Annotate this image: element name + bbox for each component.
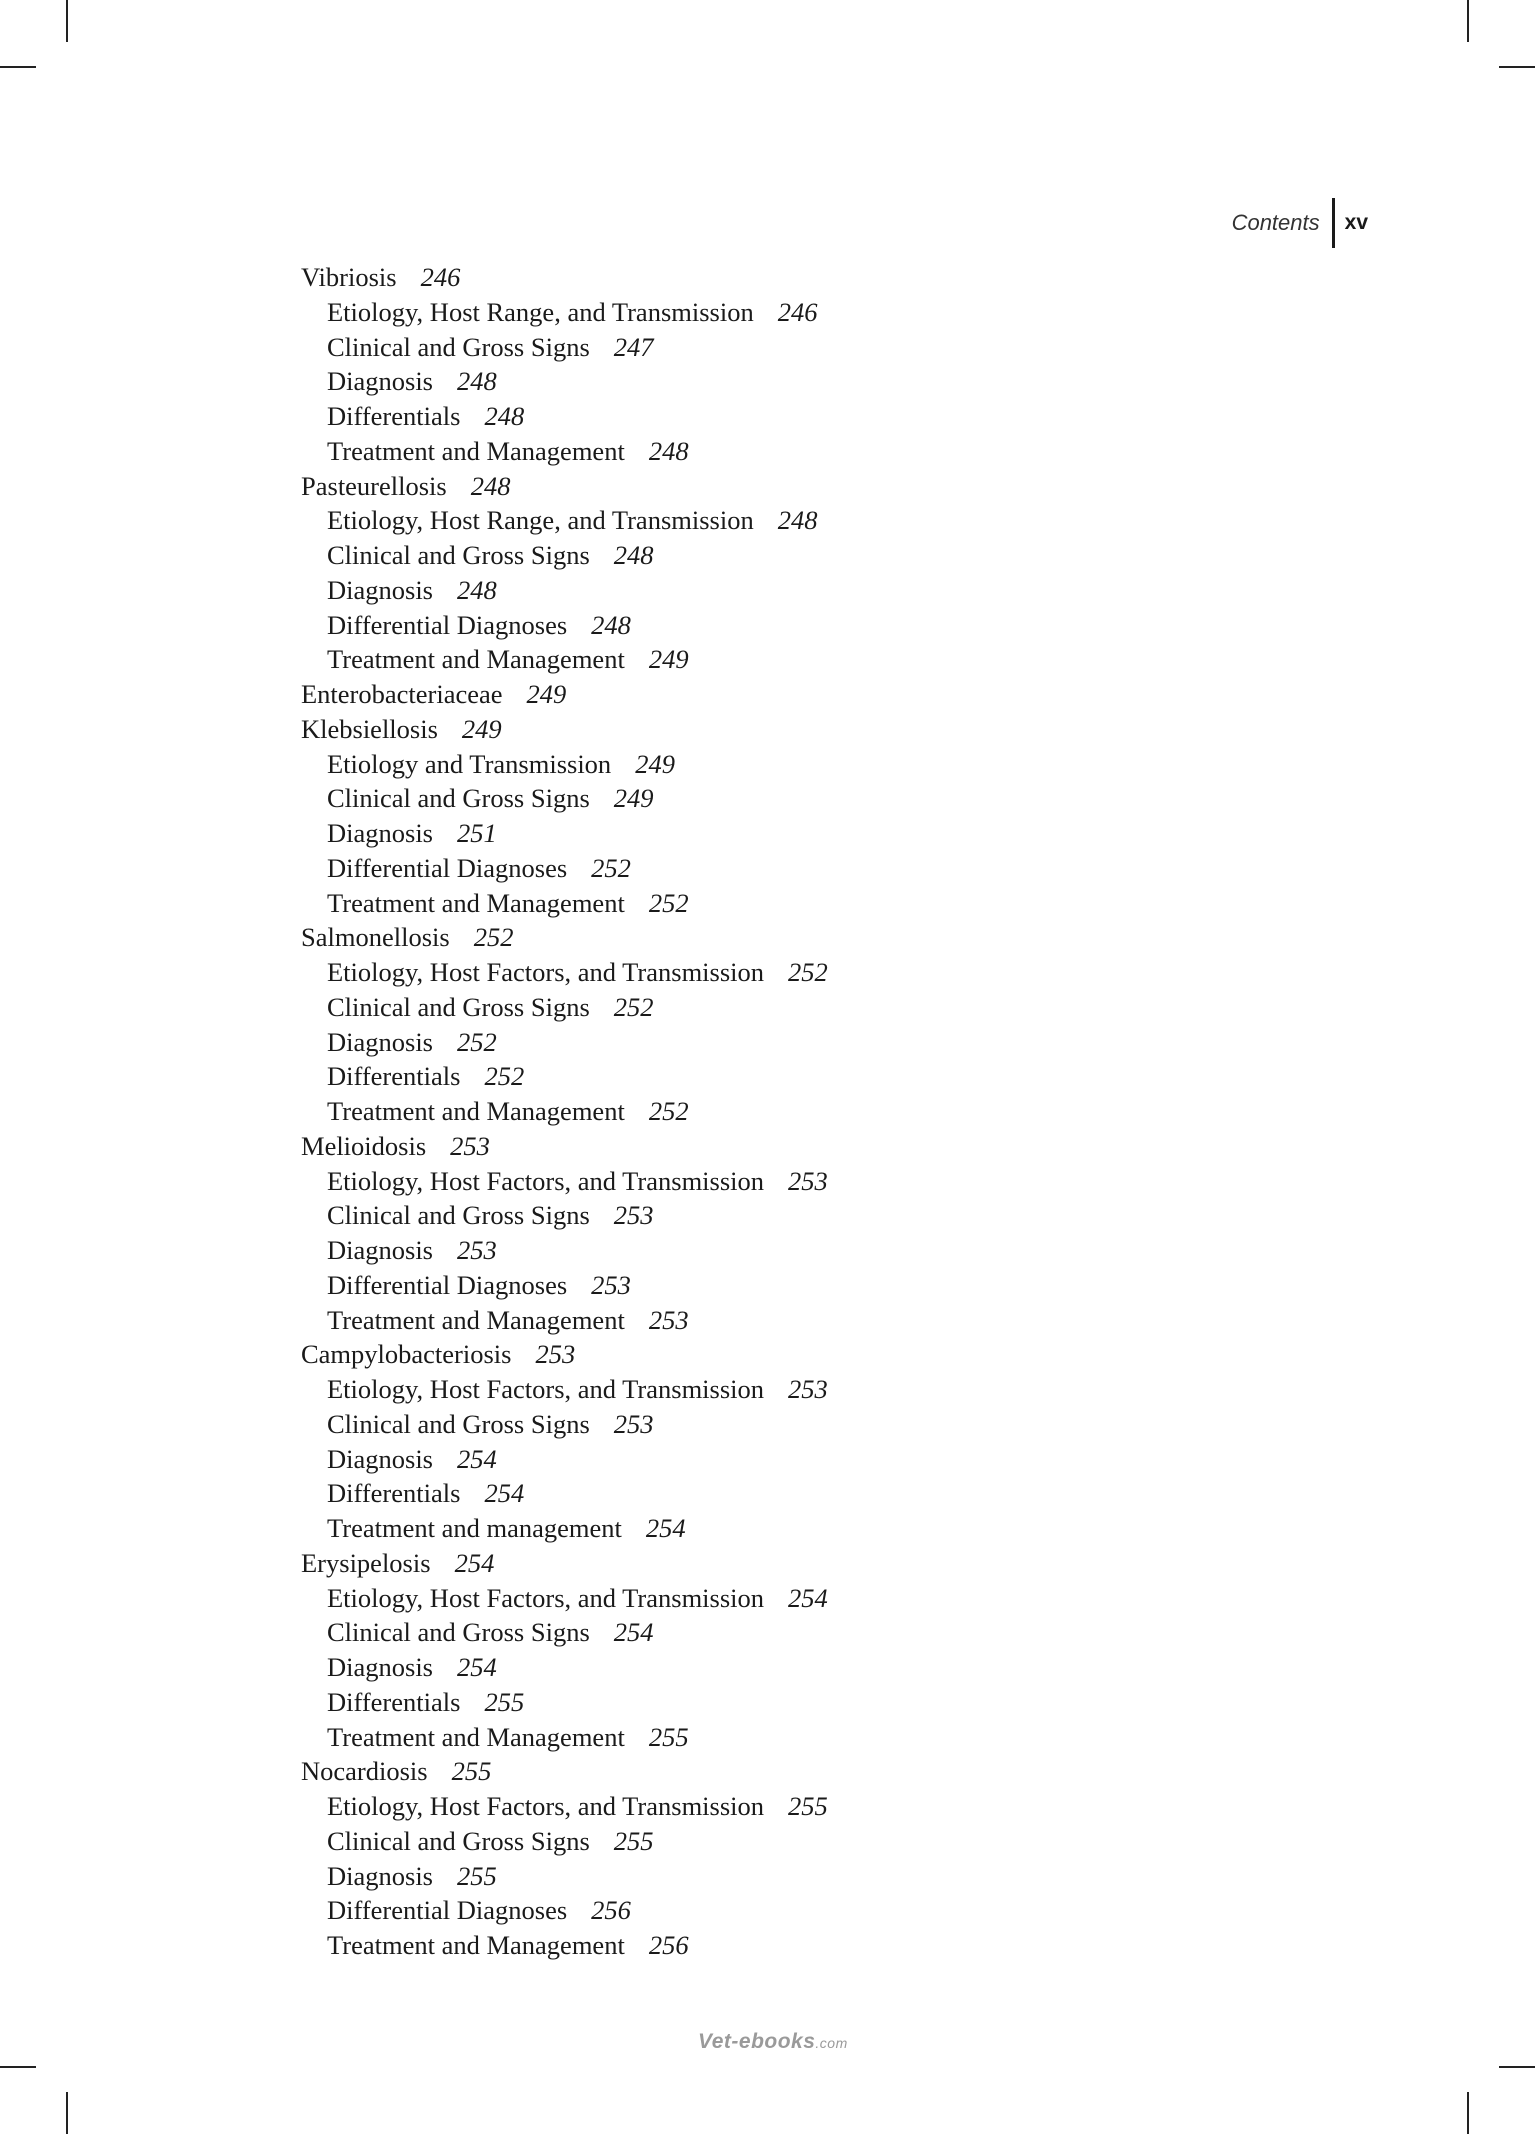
toc-entry-title: Erysipelosis <box>301 1547 431 1578</box>
toc-subentry[interactable] <box>301 1685 1201 1720</box>
toc-entry-title: Etiology, Host Factors, and Transmission <box>327 957 765 987</box>
toc-entry-title: Treatment and Management <box>327 435 625 466</box>
toc-entry-page: 248 <box>457 366 497 397</box>
toc-subentry[interactable] <box>301 1511 1201 1546</box>
toc-entry-page: 249 <box>526 679 567 709</box>
toc-subentry[interactable] <box>301 1268 1201 1303</box>
toc-entry-page: 246 <box>420 262 461 292</box>
toc-entry[interactable] <box>301 1129 1201 1164</box>
toc-entry-title: Differentials <box>327 1478 461 1509</box>
toc-entry-page: 248 <box>613 540 654 570</box>
toc-entry-page: 254 <box>645 1513 686 1543</box>
toc-entry-title: Salmonellosis <box>301 922 450 953</box>
toc-entry-page: 252 <box>484 1061 525 1092</box>
toc-subentry[interactable] <box>301 434 1201 469</box>
toc-entry-page: 253 <box>788 1374 828 1404</box>
toc-entry-title: Pasteurellosis <box>301 470 447 501</box>
toc-entry-page: 248 <box>777 505 818 536</box>
toc-entry-title: Differential Diagnoses <box>327 1895 568 1926</box>
toc-entry-title: Etiology, Host Range, and Transmission <box>327 296 754 327</box>
toc-subentry[interactable] <box>301 1442 1201 1477</box>
toc-entry-title: Diagnosis <box>327 1026 433 1057</box>
toc-entry-page: 255 <box>457 1860 497 1891</box>
toc-entry-page: 248 <box>648 435 689 466</box>
toc-entry-title: Clinical and Gross Signs <box>327 331 590 362</box>
toc-subentry[interactable] <box>301 781 1201 816</box>
toc-entry-title: Clinical and Gross Signs <box>327 783 590 814</box>
toc-entry-title: Etiology, Host Factors, and Transmission <box>327 1582 765 1613</box>
toc-entry-page: 252 <box>473 922 514 953</box>
toc-subentry[interactable] <box>301 1407 1201 1442</box>
toc-entry-title: Clinical and Gross Signs <box>327 991 590 1022</box>
toc-entry-page: 249 <box>613 783 654 814</box>
toc-entry-page: 253 <box>613 1408 654 1439</box>
toc-entry-title: Treatment and Management <box>327 1304 625 1335</box>
toc-entry-page: 253 <box>457 1235 497 1265</box>
toc-entry-title: Differentials <box>327 1061 461 1092</box>
toc-entry-page: 248 <box>470 470 511 501</box>
toc-entry-title: Differentials <box>327 1686 461 1717</box>
toc-subentry[interactable] <box>301 886 1201 921</box>
toc-entry-page: 249 <box>635 748 675 779</box>
toc-entry-page: 252 <box>648 887 689 918</box>
toc-entry-title: Treatment and management <box>327 1513 622 1543</box>
toc-subentry[interactable] <box>301 1581 1201 1616</box>
toc-entry-title: Clinical and Gross Signs <box>327 1408 590 1439</box>
toc-entry-title: Diagnosis <box>327 366 433 397</box>
toc-subentry[interactable] <box>301 1824 1201 1859</box>
toc-entry-page: 252 <box>648 1096 689 1126</box>
toc-subentry[interactable] <box>301 851 1201 886</box>
toc-entry-title: Etiology, Host Factors, and Transmission <box>327 1791 765 1821</box>
toc-entry-title: Clinical and Gross Signs <box>327 1617 590 1648</box>
toc-entry-title: Differential Diagnoses <box>327 609 568 640</box>
toc-entry-page: 249 <box>648 644 689 675</box>
toc-entry-title: Differentials <box>327 401 461 431</box>
toc-entry-title: Differential Diagnoses <box>327 1269 568 1300</box>
toc-entry-page: 251 <box>457 818 497 848</box>
toc-entry[interactable] <box>301 260 1201 295</box>
toc-subentry[interactable] <box>301 1372 1201 1407</box>
toc-entry-title: Diagnosis <box>327 1443 433 1474</box>
toc-entry-page: 254 <box>457 1443 497 1474</box>
toc-entry-page: 249 <box>461 713 502 744</box>
toc-subentry[interactable] <box>301 1094 1201 1129</box>
toc-subentry[interactable] <box>301 503 1201 538</box>
toc-subentry[interactable] <box>301 1893 1201 1928</box>
toc-entry-page: 253 <box>450 1130 490 1161</box>
toc-entry-page: 256 <box>591 1895 631 1926</box>
toc-subentry[interactable] <box>301 573 1201 608</box>
table-of-contents <box>301 260 1201 1963</box>
toc-entry-page: 255 <box>648 1721 689 1752</box>
toc-subentry[interactable] <box>301 955 1201 990</box>
toc-entry[interactable] <box>301 1337 1201 1372</box>
toc-subentry[interactable] <box>301 1789 1201 1824</box>
toc-entry-page: 254 <box>484 1478 525 1509</box>
toc-entry-title: Treatment and Management <box>327 1721 625 1752</box>
toc-entry-page: 248 <box>591 609 631 640</box>
toc-subentry[interactable] <box>301 1859 1201 1894</box>
toc-entry[interactable] <box>301 1546 1201 1581</box>
crop-mark-bottom-right-vertical <box>1467 2092 1469 2134</box>
watermark-text: Vet-ebooks <box>698 2030 816 2053</box>
toc-entry-title: Diagnosis <box>327 574 433 605</box>
toc-entry-page: 255 <box>788 1791 828 1821</box>
toc-entry-title: Etiology, Host Factors, and Transmission <box>327 1165 765 1196</box>
toc-entry-page: 254 <box>613 1617 654 1648</box>
toc-entry-title: Treatment and Management <box>327 1930 625 1960</box>
crop-mark-top-right-horizontal <box>1499 66 1535 68</box>
toc-entry[interactable] <box>301 920 1201 955</box>
toc-subentry[interactable] <box>301 1198 1201 1233</box>
toc-entry-title: Diagnosis <box>327 1235 433 1265</box>
toc-entry-title: Etiology and Transmission <box>327 748 612 779</box>
toc-entry[interactable] <box>301 1754 1201 1789</box>
toc-entry-title: Etiology, Host Range, and Transmission <box>327 505 754 536</box>
toc-entry-page: 252 <box>613 991 654 1022</box>
toc-entry-title: Diagnosis <box>327 818 433 848</box>
crop-mark-top-left-horizontal <box>0 66 36 68</box>
toc-entry-title: Klebsiellosis <box>301 713 438 744</box>
toc-entry-page: 254 <box>788 1582 828 1613</box>
toc-subentry[interactable] <box>301 1059 1201 1094</box>
toc-entry-page: 253 <box>788 1165 828 1196</box>
crop-mark-top-left-vertical <box>66 0 68 42</box>
toc-entry-page: 246 <box>777 296 818 327</box>
toc-subentry[interactable] <box>301 1303 1201 1338</box>
toc-entry-page: 252 <box>457 1026 497 1057</box>
toc-subentry[interactable] <box>301 608 1201 643</box>
toc-subentry[interactable] <box>301 747 1201 782</box>
crop-mark-bottom-right-horizontal <box>1499 2066 1535 2068</box>
toc-subentry[interactable] <box>301 1615 1201 1650</box>
toc-entry[interactable] <box>301 677 1201 712</box>
toc-entry-title: Treatment and Management <box>327 1096 625 1126</box>
toc-subentry[interactable] <box>301 330 1201 365</box>
toc-entry-page: 254 <box>454 1547 495 1578</box>
toc-entry-page: 253 <box>613 1200 654 1231</box>
toc-entry-title: Campylobacteriosis <box>301 1339 512 1370</box>
toc-subentry[interactable] <box>301 538 1201 573</box>
toc-entry-page: 252 <box>788 957 828 987</box>
toc-entry-title: Differential Diagnoses <box>327 852 568 883</box>
toc-subentry[interactable] <box>301 816 1201 851</box>
toc-entry-title: Melioidosis <box>301 1130 427 1161</box>
toc-entry-title: Treatment and Management <box>327 644 625 675</box>
toc-entry[interactable] <box>301 469 1201 504</box>
toc-entry-page: 248 <box>457 574 497 605</box>
toc-subentry[interactable] <box>301 399 1201 434</box>
toc-entry-title: Diagnosis <box>327 1860 433 1891</box>
toc-subentry[interactable] <box>301 1164 1201 1199</box>
crop-mark-bottom-left-horizontal <box>0 2066 36 2068</box>
toc-subentry[interactable] <box>301 1025 1201 1060</box>
toc-subentry[interactable] <box>301 1650 1201 1685</box>
toc-subentry[interactable] <box>301 364 1201 399</box>
running-header-section: Contents <box>1231 210 1320 235</box>
toc-entry-page: 253 <box>535 1339 576 1370</box>
toc-entry-page: 247 <box>613 331 654 362</box>
toc-entry-page: 256 <box>648 1930 689 1960</box>
toc-entry-title: Diagnosis <box>327 1652 433 1682</box>
toc-entry-title: Clinical and Gross Signs <box>327 1825 590 1856</box>
toc-entry[interactable] <box>301 712 1201 747</box>
toc-entry-title: Etiology, Host Factors, and Transmission <box>327 1374 765 1404</box>
toc-entry-page: 248 <box>484 401 525 431</box>
watermark-logo <box>698 2030 848 2054</box>
toc-entry-title: Vibriosis <box>301 262 397 292</box>
toc-subentry[interactable] <box>301 990 1201 1025</box>
toc-subentry[interactable] <box>301 1928 1201 1963</box>
toc-subentry[interactable] <box>301 1476 1201 1511</box>
toc-entry-title: Clinical and Gross Signs <box>327 1200 590 1231</box>
toc-entry-page: 253 <box>648 1304 689 1335</box>
toc-entry-title: Clinical and Gross Signs <box>327 540 590 570</box>
toc-entry-page: 252 <box>591 852 631 883</box>
toc-subentry[interactable] <box>301 295 1201 330</box>
crop-mark-top-right-vertical <box>1467 0 1469 42</box>
toc-entry-page: 255 <box>451 1756 492 1787</box>
running-header <box>1232 198 1368 248</box>
toc-subentry[interactable] <box>301 1720 1201 1755</box>
page-number: xv <box>1344 211 1368 234</box>
toc-subentry[interactable] <box>301 642 1201 677</box>
toc-entry-page: 255 <box>484 1686 525 1717</box>
toc-entry-page: 255 <box>613 1825 654 1856</box>
watermark-suffix: .com <box>815 2035 848 2051</box>
toc-entry-title: Nocardiosis <box>301 1756 428 1787</box>
crop-mark-bottom-left-vertical <box>66 2092 68 2134</box>
toc-subentry[interactable] <box>301 1233 1201 1268</box>
toc-entry-title: Enterobacteriaceae <box>301 679 503 709</box>
toc-entry-title: Treatment and Management <box>327 887 625 918</box>
toc-entry-page: 254 <box>457 1652 497 1682</box>
toc-entry-page: 253 <box>591 1269 631 1300</box>
